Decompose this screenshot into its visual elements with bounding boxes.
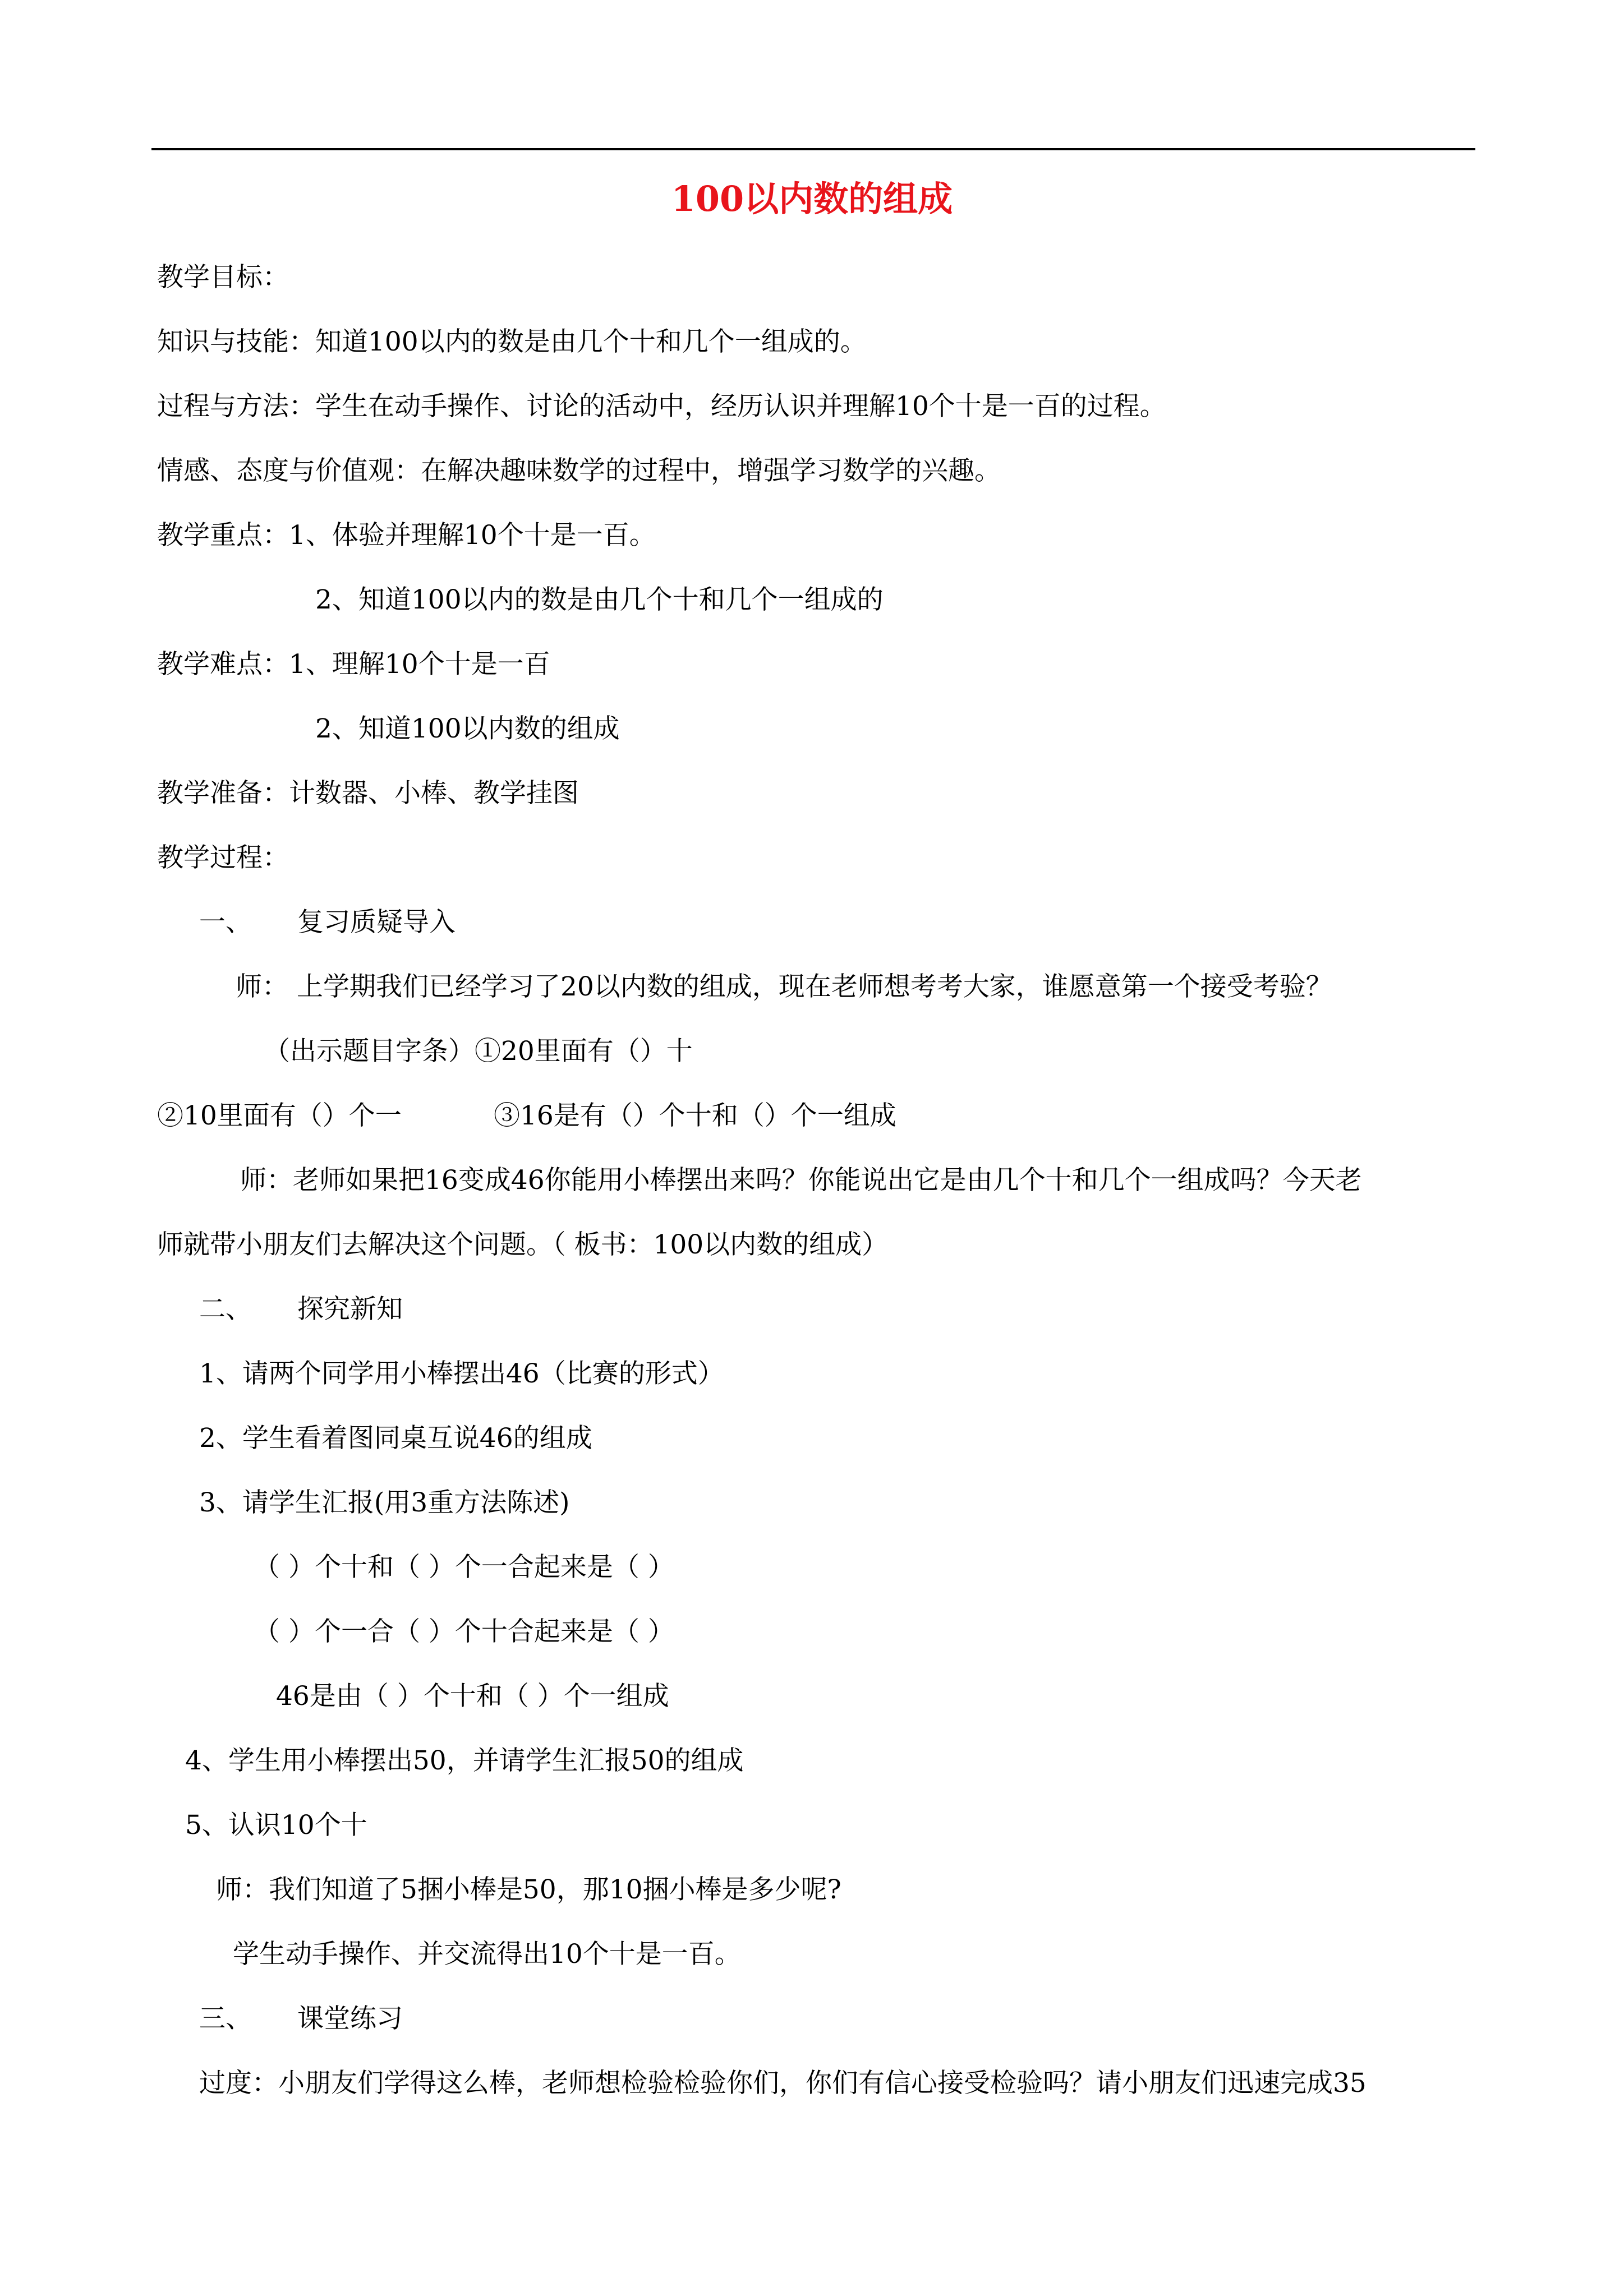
text-line: 师就带小朋友们去解决这个问题。（ 板书：100以内数的组成） (157, 1229, 889, 1260)
text-line: 师：老师如果把16变成46你能用小棒摆出来吗？你能说出它是由几个十和几个一组成吗？今天老 (240, 1165, 1362, 1196)
text-line: 学生动手操作、并交流得出10个十是一百。 (233, 1939, 741, 1970)
text-line: 教学准备：计数器、小棒、教学挂图 (157, 778, 579, 809)
text-line: 46是由（ ）个十和（ ）个一组成 (276, 1681, 669, 1712)
text-line: 教学重点：1、体验并理解10个十是一百。 (157, 520, 656, 551)
text-line: 3、请学生汇报(用3重方法陈述) (199, 1487, 570, 1518)
document-title: 100以内数的组成 (671, 178, 953, 219)
text-line: ③16是有（）个十和（）个一组成 (494, 1100, 896, 1131)
text-line: 师： 上学期我们已经学习了20以内数的组成，现在老师想考考大家，谁愿意第一个接受考验？ (236, 971, 1332, 1002)
section-heading: 探究新知 (297, 1294, 403, 1325)
text-line: 师：我们知道了5捆小棒是50，那10捆小棒是多少呢? (216, 1874, 841, 1905)
text-line: （出示题目字条）①20里面有（）十 (264, 1036, 693, 1067)
text-line: 情感、态度与价值观：在解决趣味数学的过程中，增强学习数学的兴趣。 (157, 455, 1001, 486)
header-rule (151, 148, 1475, 150)
text-line: 教学目标： (157, 262, 289, 293)
text-line: ②10里面有（）个一 (157, 1100, 402, 1131)
text-line: 过程与方法：学生在动手操作、讨论的活动中，经历认识并理解10个十是一百的过程。 (157, 391, 1166, 422)
text-line: 过度：小朋友们学得这么棒，老师想检验检验你们，你们有信心接受检验吗？请小朋友们迅速完成35 (199, 2068, 1367, 2099)
text-line: 教学过程： (157, 842, 289, 873)
section-number: 三、 (199, 2003, 252, 2034)
text-line: 1、请两个同学用小棒摆出46（比赛的形式） (199, 1358, 724, 1389)
text-line: 4、学生用小棒摆出50，并请学生汇报50的组成 (185, 1745, 744, 1776)
text-line: （ ）个十和（ ）个一合起来是（ ） (254, 1552, 674, 1583)
text-line: 2、知道100以内的数是由几个十和几个一组成的 (315, 584, 884, 615)
text-line: （ ）个一合（ ）个十合起来是（ ） (254, 1616, 674, 1647)
text-line: 2、知道100以内数的组成 (315, 713, 620, 744)
section-number: 二、 (199, 1294, 252, 1325)
section-number: 一、 (199, 907, 252, 938)
section-heading: 复习质疑导入 (297, 907, 456, 938)
text-line: 2、学生看着图同桌互说46的组成 (199, 1423, 592, 1454)
text-line: 知识与技能：知道100以内的数是由几个十和几个一组成的。 (157, 326, 867, 357)
section-heading: 课堂练习 (297, 2003, 403, 2034)
text-line: 教学难点：1、理解10个十是一百 (157, 649, 550, 680)
text-line: 5、认识10个十 (185, 1810, 367, 1841)
